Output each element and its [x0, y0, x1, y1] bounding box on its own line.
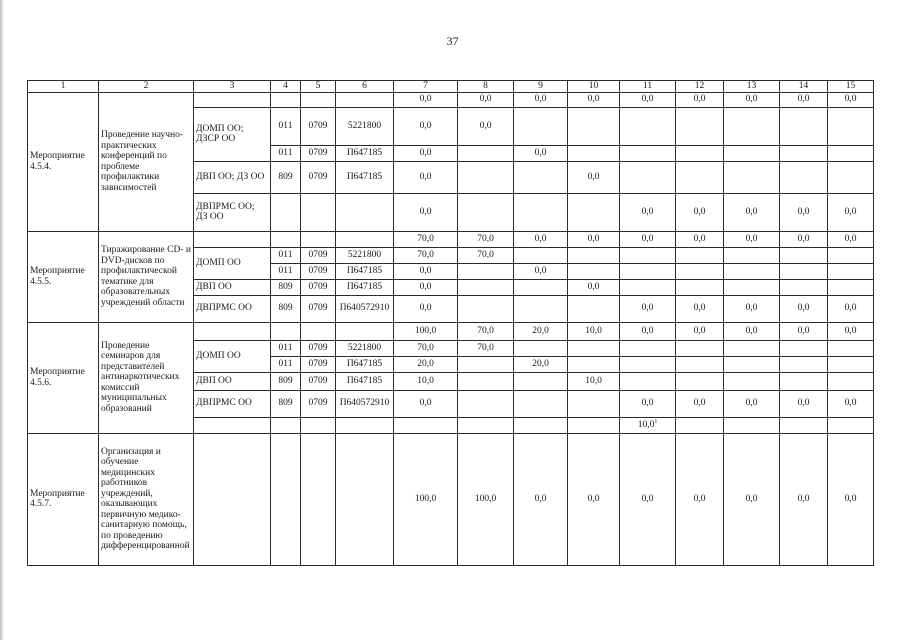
- budget-code-col-5: 0709: [301, 263, 336, 279]
- value-col-15: [828, 263, 874, 279]
- code-cell: [336, 322, 394, 340]
- total-value-col-13: 0,0: [724, 92, 780, 107]
- value-col-13: 0,0: [724, 193, 780, 231]
- total-value-col-8: 70,0: [458, 231, 514, 247]
- value-col-10: [568, 107, 620, 145]
- executor-name: ДОМП ОО: [194, 247, 271, 279]
- value-col-15: 0,0: [828, 390, 874, 417]
- value-col-12: [676, 372, 724, 390]
- budget-table: [27, 80, 874, 566]
- total-value-col-9: 0,0: [514, 92, 568, 107]
- budget-code-col-6: 5221800: [336, 340, 394, 356]
- col-13-header: 13: [724, 81, 780, 93]
- value-col-14: [780, 356, 828, 372]
- total-value-col-15: 0,0: [828, 433, 874, 565]
- value-col-11: [620, 161, 676, 193]
- value-col-10: [568, 417, 620, 433]
- value-col-13: [724, 372, 780, 390]
- total-value-col-10: 0,0: [568, 231, 620, 247]
- total-value-col-9: 20,0: [514, 322, 568, 340]
- budget-code-col-5: 0709: [301, 356, 336, 372]
- value-col-12: 0,0: [676, 390, 724, 417]
- total-value-col-8: 0,0: [458, 92, 514, 107]
- executor-name: ДВПРМС ОО: [194, 390, 271, 417]
- col-10-header: 10: [568, 81, 620, 93]
- value-col-7: 0,0: [394, 107, 458, 145]
- event-name: Тиражирование CD- и DVD-дисков по профилактической тематике для образовательных учреждений области: [99, 231, 194, 322]
- value-col-13: [724, 107, 780, 145]
- header-row: [28, 81, 874, 93]
- executor-name: ДОМП ОО; ДЗСР ОО: [194, 107, 271, 161]
- value-col-15: [828, 145, 874, 161]
- budget-code-col-5: 0709: [301, 390, 336, 417]
- value-col-13: [724, 340, 780, 356]
- exec-cell: [194, 322, 271, 340]
- col-8-header: 8: [458, 81, 514, 93]
- value-col-10: 0,0: [568, 279, 620, 295]
- budget-code-col-4: 011: [271, 107, 301, 145]
- budget-code-col-4: 011: [271, 247, 301, 263]
- value-col-14: [780, 145, 828, 161]
- budget-code-col-6: П647185: [336, 279, 394, 295]
- code-cell: [301, 322, 336, 340]
- value-col-9: [514, 107, 568, 145]
- executor-name: ДВП ОО: [194, 372, 271, 390]
- value-col-9: [514, 417, 568, 433]
- value-col-13: 0,0: [724, 390, 780, 417]
- value-col-11: [620, 279, 676, 295]
- budget-code-col-5: [301, 193, 336, 231]
- code-cell: [301, 231, 336, 247]
- value-col-7: 70,0: [394, 340, 458, 356]
- value-col-11: 0,0: [620, 193, 676, 231]
- value-col-12: [676, 356, 724, 372]
- code-cell: [336, 417, 394, 433]
- executor-name: ДВП ОО: [194, 279, 271, 295]
- budget-code-col-6: 5221800: [336, 247, 394, 263]
- total-value-col-10: 0,0: [568, 92, 620, 107]
- budget-body: [28, 92, 874, 565]
- value-col-7: 10,0: [394, 372, 458, 390]
- event-name: Проведение научно-практических конференций по проблеме профилактики зависимостей: [99, 92, 194, 231]
- value-col-8: [458, 417, 514, 433]
- value-col-7: 70,0: [394, 247, 458, 263]
- value-col-13: [724, 247, 780, 263]
- value-col-15: [828, 161, 874, 193]
- event-name: Организация и обучение медицинских работников учреждений, оказывающих первичную медико-санитарную помощь, по проведению дифференцированной: [99, 433, 194, 565]
- total-value-col-8: 100,0: [458, 433, 514, 565]
- total-value-col-12: 0,0: [676, 231, 724, 247]
- total-value-col-9: 0,0: [514, 433, 568, 565]
- budget-code-col-5: 0709: [301, 107, 336, 145]
- value-col-8: [458, 263, 514, 279]
- value-col-9: [514, 279, 568, 295]
- value-col-9: [514, 372, 568, 390]
- total-value-col-11: 0,0: [620, 231, 676, 247]
- budget-code-col-6: П640572910: [336, 390, 394, 417]
- scan-edge: [0, 0, 4, 640]
- value-col-14: [780, 279, 828, 295]
- budget-code-col-4: 809: [271, 279, 301, 295]
- total-value-col-10: 10,0: [568, 322, 620, 340]
- value-col-9: [514, 340, 568, 356]
- page-number: 37: [446, 34, 459, 48]
- col-3-header: 3: [194, 81, 271, 93]
- value-col-8: 70,0: [458, 247, 514, 263]
- value-col-11: [620, 356, 676, 372]
- value-col-7: 0,0: [394, 279, 458, 295]
- value-col-12: [676, 247, 724, 263]
- value-col-8: 70,0: [458, 340, 514, 356]
- value-col-13: [724, 279, 780, 295]
- budget-code-col-5: 0709: [301, 247, 336, 263]
- value-col-10: 0,0: [568, 161, 620, 193]
- code-cell: [271, 322, 301, 340]
- footnote-mark: 1: [654, 418, 658, 425]
- budget-code-col-6: П647185: [336, 161, 394, 193]
- value-col-8: [458, 279, 514, 295]
- exec-cell: [194, 433, 271, 565]
- value-col-13: [724, 263, 780, 279]
- value-col-15: [828, 417, 874, 433]
- value-col-10: [568, 340, 620, 356]
- value-col-10: [568, 145, 620, 161]
- value-col-9: 0,0: [514, 263, 568, 279]
- value-col-10: [568, 356, 620, 372]
- value-col-8: [458, 295, 514, 322]
- value-col-14: [780, 107, 828, 145]
- event-number: Мероприятие 4.5.4.: [28, 92, 99, 231]
- total-value-col-11: 0,0: [620, 433, 676, 565]
- total-value-col-8: 70,0: [458, 322, 514, 340]
- value-col-9: [514, 161, 568, 193]
- budget-code-col-6: П640572910: [336, 295, 394, 322]
- budget-code-col-4: 011: [271, 145, 301, 161]
- value-col-8: [458, 193, 514, 231]
- value-col-9: [514, 247, 568, 263]
- value-col-8: [458, 161, 514, 193]
- value-col-7: 0,0: [394, 295, 458, 322]
- value-col-12: [676, 340, 724, 356]
- code-cell: [301, 417, 336, 433]
- value-col-9: [514, 193, 568, 231]
- value-col-7: 0,0: [394, 390, 458, 417]
- col-15-header: 15: [828, 81, 874, 93]
- total-value-col-15: 0,0: [828, 322, 874, 340]
- total-value-col-14: 0,0: [780, 322, 828, 340]
- value-col-12: [676, 161, 724, 193]
- budget-code-col-4: 011: [271, 340, 301, 356]
- value-col-7: 0,0: [394, 161, 458, 193]
- col-2-header: 2: [99, 81, 194, 93]
- value-col-14: [780, 417, 828, 433]
- executor-name: ДВПРМС ОО: [194, 295, 271, 322]
- value-col-14: 0,0: [780, 193, 828, 231]
- budget-code-col-6: [336, 193, 394, 231]
- value-col-14: [780, 247, 828, 263]
- col-11-header: 11: [620, 81, 676, 93]
- value-col-15: [828, 340, 874, 356]
- value-col-11: 0,0: [620, 390, 676, 417]
- col-6-header: 6: [336, 81, 394, 93]
- budget-code-col-5: 0709: [301, 295, 336, 322]
- event-number: Мероприятие 4.5.6.: [28, 322, 99, 433]
- value-col-7: 20,0: [394, 356, 458, 372]
- value-col-15: [828, 356, 874, 372]
- value-col-12: [676, 145, 724, 161]
- budget-code-col-6: 5221800: [336, 107, 394, 145]
- value-col-14: 0,0: [780, 390, 828, 417]
- value-col-11: [620, 372, 676, 390]
- value-col-14: [780, 263, 828, 279]
- total-value-col-7: 100,0: [394, 322, 458, 340]
- budget-code-col-5: 0709: [301, 372, 336, 390]
- total-value-col-15: 0,0: [828, 92, 874, 107]
- value-col-12: [676, 279, 724, 295]
- code-cell: [271, 231, 301, 247]
- table-row: [28, 92, 874, 107]
- col-4-header: 4: [271, 81, 301, 93]
- value-col-14: [780, 340, 828, 356]
- code-cell: [336, 433, 394, 565]
- budget-code-col-5: 0709: [301, 161, 336, 193]
- value-col-15: [828, 107, 874, 145]
- col-9-header: 9: [514, 81, 568, 93]
- total-value-col-7: 70,0: [394, 231, 458, 247]
- executor-name: ДОМП ОО: [194, 340, 271, 372]
- value-col-10: [568, 390, 620, 417]
- table-row: [28, 433, 874, 565]
- value-col-11: 0,0: [620, 295, 676, 322]
- exec-cell: [194, 92, 271, 107]
- budget-code-col-5: 0709: [301, 340, 336, 356]
- total-value-col-13: 0,0: [724, 231, 780, 247]
- budget-code-col-4: 809: [271, 390, 301, 417]
- value-col-7: 0,0: [394, 193, 458, 231]
- code-cell: [301, 92, 336, 107]
- total-value-col-14: 0,0: [780, 433, 828, 565]
- value-col-12: [676, 417, 724, 433]
- code-cell: [271, 433, 301, 565]
- executor-name: ДВП ОО; ДЗ ОО: [194, 161, 271, 193]
- budget-code-col-6: П647185: [336, 356, 394, 372]
- value-col-8: [458, 372, 514, 390]
- total-value-col-12: 0,0: [676, 322, 724, 340]
- total-value-col-14: 0,0: [780, 92, 828, 107]
- value-col-8: [458, 356, 514, 372]
- value-col-13: [724, 161, 780, 193]
- total-value-col-13: 0,0: [724, 322, 780, 340]
- code-cell: [336, 231, 394, 247]
- value-col-11: [620, 107, 676, 145]
- value-col-13: [724, 145, 780, 161]
- budget-code-col-4: 011: [271, 356, 301, 372]
- value-col-12: 0,0: [676, 295, 724, 322]
- budget-code-col-5: 0709: [301, 279, 336, 295]
- total-value-col-15: 0,0: [828, 231, 874, 247]
- value-col-13: [724, 356, 780, 372]
- value-col-11: [620, 340, 676, 356]
- value-col-12: 0,0: [676, 193, 724, 231]
- total-value-col-12: 0,0: [676, 92, 724, 107]
- event-name: Проведение семинаров для представителей антинаркотических комиссий муниципальных образований: [99, 322, 194, 433]
- col-14-header: 14: [780, 81, 828, 93]
- value-col-10: [568, 247, 620, 263]
- value-col-15: 0,0: [828, 193, 874, 231]
- value-col-15: [828, 372, 874, 390]
- value-col-8: [458, 390, 514, 417]
- total-value-col-12: 0,0: [676, 433, 724, 565]
- code-cell: [271, 417, 301, 433]
- exec-cell: [194, 417, 271, 433]
- col-1-header: 1: [28, 81, 99, 93]
- total-value-col-11: 0,0: [620, 322, 676, 340]
- exec-cell: [194, 231, 271, 247]
- budget-code-col-6: П647185: [336, 263, 394, 279]
- executor-name: ДВПРМС ОО; ДЗ ОО: [194, 193, 271, 231]
- budget-code-col-4: 809: [271, 372, 301, 390]
- value-col-8: 0,0: [458, 107, 514, 145]
- value-col-10: [568, 263, 620, 279]
- value-col-7: [394, 417, 458, 433]
- value-col-14: [780, 372, 828, 390]
- budget-code-col-4: [271, 193, 301, 231]
- budget-code-col-6: П647185: [336, 145, 394, 161]
- total-value-col-7: 0,0: [394, 92, 458, 107]
- col-12-header: 12: [676, 81, 724, 93]
- value-col-11: [620, 145, 676, 161]
- value-col-11: [620, 263, 676, 279]
- total-value-col-11: 0,0: [620, 92, 676, 107]
- value-col-10: [568, 295, 620, 322]
- value-col-9: [514, 295, 568, 322]
- value-col-7: 0,0: [394, 145, 458, 161]
- table-row: [28, 231, 874, 247]
- value-col-12: [676, 107, 724, 145]
- total-value-col-7: 100,0: [394, 433, 458, 565]
- total-value-col-14: 0,0: [780, 231, 828, 247]
- col-7-header: 7: [394, 81, 458, 93]
- value-col-7: 0,0: [394, 263, 458, 279]
- value-col-10: 10,0: [568, 372, 620, 390]
- value-col-12: [676, 263, 724, 279]
- value-col-9: [514, 390, 568, 417]
- total-value-col-13: 0,0: [724, 433, 780, 565]
- budget-code-col-5: 0709: [301, 145, 336, 161]
- value-col-15: 0,0: [828, 295, 874, 322]
- budget-code-col-4: 011: [271, 263, 301, 279]
- code-cell: [301, 433, 336, 565]
- total-value-col-10: 0,0: [568, 433, 620, 565]
- footnote-value: 10,0$^1$: [620, 417, 676, 433]
- event-number: Мероприятие 4.5.7.: [28, 433, 99, 565]
- value-col-8: [458, 145, 514, 161]
- value-col-9: 20,0: [514, 356, 568, 372]
- budget-code-col-4: 809: [271, 295, 301, 322]
- budget-code-col-4: 809: [271, 161, 301, 193]
- value-col-11: [620, 247, 676, 263]
- event-number: Мероприятие 4.5.5.: [28, 231, 99, 322]
- code-cell: [271, 92, 301, 107]
- value-col-13: [724, 417, 780, 433]
- col-5-header: 5: [301, 81, 336, 93]
- value-col-14: 0,0: [780, 295, 828, 322]
- value-col-13: 0,0: [724, 295, 780, 322]
- code-cell: [336, 92, 394, 107]
- total-value-col-9: 0,0: [514, 231, 568, 247]
- table-row: [28, 322, 874, 340]
- value-col-10: [568, 193, 620, 231]
- value-col-9: 0,0: [514, 145, 568, 161]
- value-col-15: [828, 279, 874, 295]
- budget-code-col-6: П647185: [336, 372, 394, 390]
- value-col-15: [828, 247, 874, 263]
- value-col-14: [780, 161, 828, 193]
